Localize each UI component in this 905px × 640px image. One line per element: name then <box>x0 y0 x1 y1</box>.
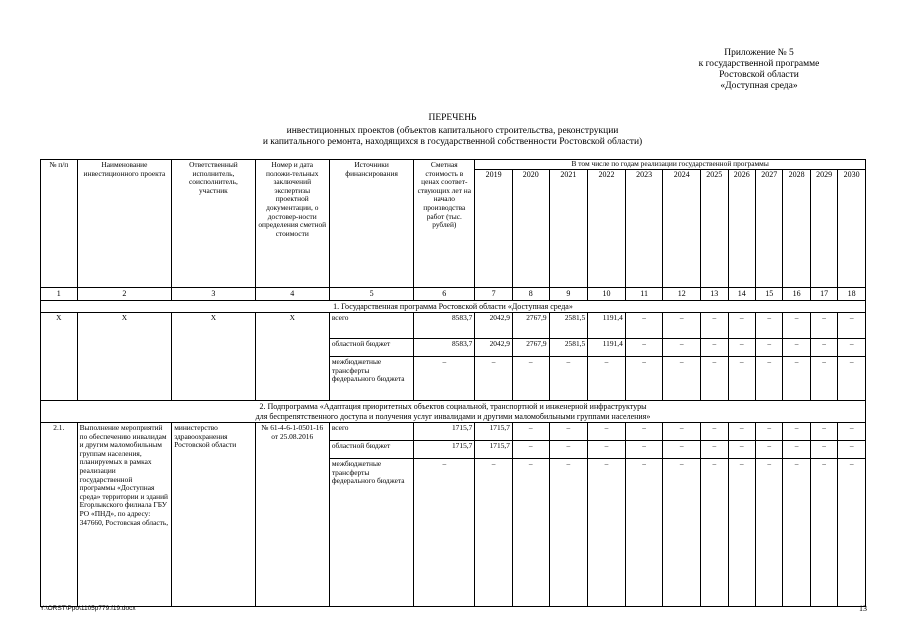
header-year: 2019 <box>475 169 513 287</box>
table-row <box>41 313 866 339</box>
document-title <box>0 113 905 149</box>
year-value: – <box>755 313 782 339</box>
year-value: – <box>625 357 663 401</box>
col-number: 16 <box>783 287 810 300</box>
year-value: – <box>783 357 810 401</box>
header-year: 2026 <box>728 169 755 287</box>
year-value: – <box>810 339 837 357</box>
year-value: – <box>512 423 549 441</box>
year-value: – <box>755 339 782 357</box>
year-value: – <box>701 339 728 357</box>
year-value: – <box>549 441 588 459</box>
col-number: 10 <box>588 287 626 300</box>
year-value: – <box>728 339 755 357</box>
year-value: – <box>783 339 810 357</box>
year-value: – <box>728 459 755 607</box>
col-number: 5 <box>329 287 413 300</box>
year-value: 1715,7 <box>475 423 513 441</box>
year-value: 2042,9 <box>475 339 513 357</box>
year-value: – <box>755 441 782 459</box>
year-value: – <box>701 357 728 401</box>
section-title-row <box>41 401 866 423</box>
year-value: – <box>783 313 810 339</box>
year-value: – <box>728 313 755 339</box>
footer-page-number: 13 <box>859 604 867 613</box>
year-value: – <box>588 423 626 441</box>
year-value: 2767,9 <box>512 339 549 357</box>
header-years-group: В том числе по годам реализации государственной программы <box>475 160 866 170</box>
year-value: – <box>838 339 866 357</box>
year-value: – <box>663 313 701 339</box>
year-value: – <box>810 357 837 401</box>
title-heading: ПЕРЕЧЕНЬ <box>428 113 477 123</box>
year-value: – <box>588 357 626 401</box>
title-line: и капитального ремонта, находящихся в государственной собственности Ростовской области) <box>262 137 643 147</box>
appendix-block <box>669 48 849 92</box>
section2-title-line: для беспрепятственного доступа и получения услуг инвалидами и другими маломобильными группами населения» <box>255 411 651 421</box>
header-year: 2027 <box>755 169 782 287</box>
source-cell: межбюджетные трансферты федерального бюджета <box>329 357 413 401</box>
appendix-line: Приложение № 5 <box>724 48 794 58</box>
appendix-line: к государственной программе <box>698 59 820 69</box>
source-cell: областной бюджет <box>329 339 413 357</box>
item-no: 2.1. <box>41 423 78 607</box>
col-number: 4 <box>255 287 329 300</box>
year-value: – <box>701 459 728 607</box>
col-number: 17 <box>810 287 837 300</box>
header-year: 2021 <box>549 169 588 287</box>
year-value: – <box>783 441 810 459</box>
section1-no-x: Х <box>41 313 78 401</box>
source-cell: всего <box>329 313 413 339</box>
header-name: Наименование инвестиционного проекта <box>77 160 172 288</box>
header-year: 2022 <box>588 169 626 287</box>
year-value: – <box>838 423 866 441</box>
header-no: № п/п <box>41 160 78 288</box>
item-name: Выполнение мероприятий по обеспечению инвалидам и другим маломобильным группам населения, планируемых в рамках реализации государственной программы «Доступная среда» территории и зданий Егорлыкского филиала ГБУ РО «ПНД», по адресу: 347660, Ростовская область, <box>77 423 172 607</box>
item-expertise: № 61-4-6-1-0501-16 от 25.08.2016 <box>255 423 329 607</box>
year-value: – <box>625 339 663 357</box>
col-number: 3 <box>172 287 255 300</box>
title-line: инвестиционных проектов (объектов капитального строительства, реконструкции <box>286 125 619 136</box>
year-value: – <box>810 313 837 339</box>
section1-title: 1. Государственная программа Ростовской области «Доступная среда» <box>41 300 866 313</box>
year-value: – <box>728 441 755 459</box>
header-cost: Сметная стоимость в ценах соответ-ствующих лет на начало производства работ (тыс. рублей) <box>414 160 475 288</box>
cost-cell: – <box>414 357 475 401</box>
section1-name-x: Х <box>77 313 172 401</box>
year-value: 2767,9 <box>512 313 549 339</box>
year-value: – <box>783 459 810 607</box>
year-value: – <box>625 459 663 607</box>
year-value: – <box>512 357 549 401</box>
appendix-line: «Доступная среда» <box>720 81 798 91</box>
col-number: 15 <box>755 287 782 300</box>
item-responsible: министерство здравоохранения Ростовской области <box>172 423 255 607</box>
year-value: – <box>810 459 837 607</box>
cost-cell: 1715,7 <box>414 441 475 459</box>
header-source: Источники финансирования <box>329 160 413 288</box>
year-value: – <box>512 441 549 459</box>
section1-resp-x: Х <box>172 313 255 401</box>
section1-expert-x: Х <box>255 313 329 401</box>
header-expertise: Номер и дата положи-тельных заключений экспертизы проектной документации, о достовер-ности определения сметной стоимости <box>255 160 329 288</box>
year-value: 1191,4 <box>588 339 626 357</box>
header-year: 2020 <box>512 169 549 287</box>
source-cell: межбюджетные трансферты федерального бюджета <box>329 459 413 607</box>
cost-cell: 8583,7 <box>414 339 475 357</box>
cost-cell: – <box>414 459 475 607</box>
year-value: – <box>755 423 782 441</box>
year-value: – <box>549 423 588 441</box>
year-value: 1715,7 <box>475 441 513 459</box>
year-value: – <box>810 423 837 441</box>
source-cell: всего <box>329 423 413 441</box>
year-value: – <box>625 441 663 459</box>
year-value: – <box>549 459 588 607</box>
year-value: – <box>663 423 701 441</box>
table-row <box>41 423 866 441</box>
year-value: – <box>728 423 755 441</box>
col-number: 6 <box>414 287 475 300</box>
col-number: 2 <box>77 287 172 300</box>
col-number: 1 <box>41 287 78 300</box>
col-number: 18 <box>838 287 866 300</box>
year-value: – <box>625 313 663 339</box>
year-value: – <box>549 357 588 401</box>
investment-projects-table <box>40 159 866 607</box>
year-value: – <box>783 423 810 441</box>
year-value: – <box>728 357 755 401</box>
header-row <box>41 160 866 170</box>
header-year: 2023 <box>625 169 663 287</box>
year-value: 1191,4 <box>588 313 626 339</box>
section-title-row <box>41 300 866 313</box>
header-year: 2028 <box>783 169 810 287</box>
year-value: – <box>838 357 866 401</box>
header-year: 2029 <box>810 169 837 287</box>
header-year: 2025 <box>701 169 728 287</box>
col-number: 8 <box>512 287 549 300</box>
section2-title <box>41 401 866 423</box>
col-number: 11 <box>625 287 663 300</box>
cost-cell: 1715,7 <box>414 423 475 441</box>
year-value: – <box>588 459 626 607</box>
year-value: – <box>663 441 701 459</box>
year-value: – <box>701 423 728 441</box>
col-number: 14 <box>728 287 755 300</box>
year-value: 2581,5 <box>549 339 588 357</box>
year-value: – <box>512 459 549 607</box>
year-value: – <box>663 459 701 607</box>
year-value: – <box>755 459 782 607</box>
col-number: 7 <box>475 287 513 300</box>
year-value: – <box>663 357 701 401</box>
header-responsible: Ответственный исполнитель, соисполнитель, участник <box>172 160 255 288</box>
year-value: – <box>701 441 728 459</box>
year-value: – <box>838 459 866 607</box>
year-value: – <box>810 441 837 459</box>
year-value: – <box>838 313 866 339</box>
cost-cell: 8583,7 <box>414 313 475 339</box>
year-value: 2042,9 <box>475 313 513 339</box>
year-value: – <box>475 357 513 401</box>
source-cell: областной бюджет <box>329 441 413 459</box>
footer-file-path: Y:\ORST\Ppo\1105p779.f19.docx <box>40 605 136 612</box>
section2-title-line: 2. Подпрограмма «Адаптация приоритетных объектов социальной, транспортной и инженерной инфраструктуры <box>259 402 647 412</box>
col-number: 9 <box>549 287 588 300</box>
appendix-line: Ростовской области <box>719 70 799 80</box>
col-number: 13 <box>701 287 728 300</box>
year-value: – <box>663 339 701 357</box>
year-value: – <box>625 423 663 441</box>
year-value: – <box>838 441 866 459</box>
header-year: 2030 <box>838 169 866 287</box>
col-number: 12 <box>663 287 701 300</box>
year-value: – <box>475 459 513 607</box>
column-number-row <box>41 287 866 300</box>
year-value: – <box>701 313 728 339</box>
header-year: 2024 <box>663 169 701 287</box>
year-value: – <box>755 357 782 401</box>
year-value: 2581,5 <box>549 313 588 339</box>
year-value: – <box>588 441 626 459</box>
